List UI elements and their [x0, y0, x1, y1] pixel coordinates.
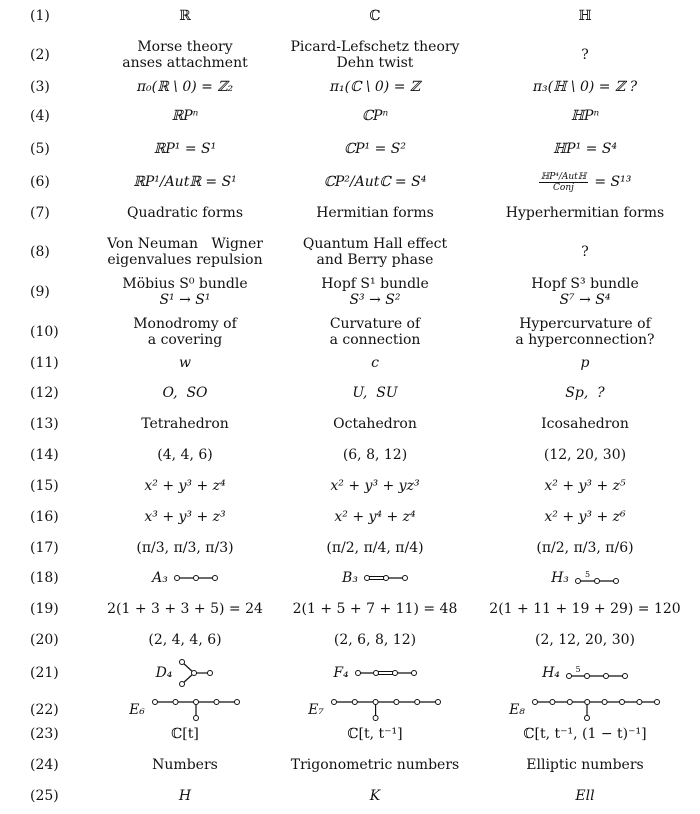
cell-text: Dehn twist	[336, 55, 414, 71]
cell-text: (2, 12, 20, 30)	[535, 632, 635, 648]
row-number: (8)	[30, 244, 50, 260]
cell-real	[90, 698, 280, 722]
diagram-label: E₈	[509, 702, 525, 718]
row-number: (15)	[30, 478, 59, 494]
cell-text: 2(1 + 5 + 7 + 11) = 48	[292, 601, 458, 617]
cell-real	[90, 79, 280, 95]
cell-quaternion	[480, 632, 690, 648]
cell-text: K	[369, 788, 381, 804]
cell-text: (4, 4, 6)	[157, 447, 213, 463]
h3-diagram	[575, 570, 619, 586]
cell-text: Icosahedron	[541, 416, 629, 432]
cell-quaternion	[480, 665, 690, 681]
cell-real	[90, 141, 280, 157]
cell-text: a hyperconnection?	[515, 332, 655, 348]
cell-text: ℝP¹/Autℝ = S¹	[133, 174, 237, 190]
cell-complex	[280, 447, 470, 463]
cell-quaternion	[480, 570, 690, 586]
cell-text: Von Neuman Wigner	[107, 236, 263, 252]
cell-text: 2(1 + 3 + 3 + 5) = 24	[107, 601, 263, 617]
cell-text: (12, 20, 30)	[543, 447, 627, 463]
diagram-group	[509, 698, 661, 722]
row-number: (25)	[30, 788, 59, 804]
cell-text: Ell	[575, 788, 595, 804]
cell-complex	[280, 174, 470, 190]
fraction	[539, 172, 589, 193]
cell-text: Curvature of	[329, 316, 421, 332]
cell-complex	[280, 236, 470, 268]
cell-text: = S¹³	[594, 174, 632, 190]
cell-text: ?	[581, 244, 589, 260]
cell-quaternion	[480, 601, 690, 617]
cell-quaternion	[480, 276, 690, 308]
cell-complex	[280, 509, 470, 525]
diagram-group	[542, 665, 628, 681]
cell-text: Tetrahedron	[141, 416, 229, 432]
cell-complex	[280, 39, 470, 71]
cell-text: x² + y⁴ + z⁴	[334, 509, 416, 525]
row-number: (20)	[30, 632, 59, 648]
diagram-group	[152, 570, 218, 586]
cell-quaternion	[480, 416, 690, 432]
cell-text: ℂ	[369, 8, 381, 24]
row-number: (5)	[30, 141, 50, 157]
cell-quaternion	[480, 355, 690, 371]
cell-text: Hopf S¹ bundle	[321, 276, 429, 292]
cell-text: Trigonometric numbers	[290, 757, 460, 773]
cell-text: p	[580, 355, 590, 371]
cell-complex	[280, 788, 470, 804]
cell-text: H	[178, 788, 192, 804]
cell-text: S³ → S²	[349, 292, 401, 308]
cell-complex	[280, 601, 470, 617]
cell-complex	[280, 355, 470, 371]
cell-real	[90, 726, 280, 742]
cell-text: ℝ	[179, 8, 191, 24]
cell-text: w	[179, 355, 191, 371]
cell-quaternion	[480, 141, 690, 157]
diagram-group	[156, 658, 215, 688]
cell-text: Monodromy of	[133, 316, 237, 332]
cell-quaternion	[480, 447, 690, 463]
cell-complex	[280, 570, 470, 586]
cell-text: eigenvalues repulsion	[107, 252, 263, 268]
cell-text: π₃(ℍ \ 0) = ℤ ?	[532, 79, 638, 95]
diagram-group	[342, 570, 408, 586]
row-number: (11)	[30, 355, 59, 371]
row-number: (9)	[30, 284, 50, 300]
cell-real	[90, 632, 280, 648]
d4-diagram	[178, 658, 214, 688]
cell-real	[90, 174, 280, 190]
row-number: (6)	[30, 174, 50, 190]
row-number: (10)	[30, 324, 59, 340]
row-number: (17)	[30, 540, 59, 556]
diagram-label: H₃	[551, 570, 569, 586]
cell-complex	[280, 698, 470, 722]
cell-quaternion	[480, 79, 690, 95]
cell-complex	[280, 416, 470, 432]
cell-text: Hermitian forms	[316, 205, 434, 221]
cell-real	[90, 540, 280, 556]
cell-text: (π/2, π/4, π/4)	[326, 540, 424, 556]
diagram-label: A₃	[152, 570, 168, 586]
cell-text: π₁(ℂ \ 0) = ℤ	[329, 79, 421, 95]
cell-quaternion	[480, 726, 690, 742]
e6-diagram	[151, 698, 241, 722]
row-number: (13)	[30, 416, 59, 432]
cell-complex	[280, 540, 470, 556]
cell-complex	[280, 79, 470, 95]
cell-real	[90, 316, 280, 348]
row-number: (7)	[30, 205, 50, 221]
branch-label-5: 5	[584, 570, 590, 579]
cell-real	[90, 236, 280, 268]
cell-complex	[280, 8, 470, 24]
cell-text: Quadratic forms	[127, 205, 243, 221]
cell-text: Hypercurvature of	[519, 316, 651, 332]
cell-text: ?	[581, 47, 589, 63]
cell-text: Sp, ?	[565, 385, 605, 401]
cell-text: Möbius S⁰ bundle	[122, 276, 248, 292]
diagram-label: E₇	[308, 702, 324, 718]
row-number: (14)	[30, 447, 59, 463]
cell-real	[90, 355, 280, 371]
cell-text: (6, 8, 12)	[342, 447, 408, 463]
a3-diagram	[174, 573, 218, 583]
cell-text: Hyperhermitian forms	[505, 205, 665, 221]
diagram-label: D₄	[155, 665, 173, 681]
row-number: (12)	[30, 385, 59, 401]
fraction-expression	[539, 172, 632, 193]
diagram-label: F₄	[333, 665, 349, 681]
b3-diagram	[364, 573, 408, 583]
cell-complex	[280, 108, 470, 124]
cell-complex	[280, 276, 470, 308]
cell-text: x² + y³ + yz³	[330, 478, 420, 494]
cell-quaternion	[480, 47, 690, 63]
cell-text: ℂ[t, t⁻¹]	[347, 726, 403, 742]
e8-diagram	[531, 698, 661, 722]
cell-complex	[280, 205, 470, 221]
cell-text: ℂ[t]	[171, 726, 199, 742]
cell-quaternion	[480, 478, 690, 494]
cell-text: (2, 6, 8, 12)	[333, 632, 417, 648]
cell-text: anses attachment	[122, 55, 248, 71]
cell-text: Quantum Hall effect	[302, 236, 448, 252]
cell-real	[90, 385, 280, 401]
f4-diagram	[355, 668, 417, 678]
cell-complex	[280, 632, 470, 648]
cell-text: ℂ[t, t⁻¹, (1 − t)⁻¹]	[523, 726, 647, 742]
cell-text: (π/2, π/3, π/6)	[536, 540, 634, 556]
cell-complex	[280, 757, 470, 773]
fraction-denominator: Conj	[553, 182, 574, 193]
row-number: (4)	[30, 108, 50, 124]
row-number: (21)	[30, 665, 59, 681]
cell-text: π₀(ℝ \ 0) = ℤ₂	[136, 79, 234, 95]
row-number: (1)	[30, 8, 50, 24]
cell-text: ℂP²/Autℂ = S⁴	[323, 174, 427, 190]
cell-quaternion	[480, 108, 690, 124]
cell-complex	[280, 726, 470, 742]
cell-text: Hopf S³ bundle	[531, 276, 639, 292]
cell-text: x³ + y³ + z³	[144, 509, 226, 525]
cell-quaternion	[480, 244, 690, 260]
row-number: (19)	[30, 601, 59, 617]
cell-text: c	[371, 355, 379, 371]
cell-quaternion	[480, 509, 690, 525]
cell-text: O, SO	[162, 385, 208, 401]
row-number: (23)	[30, 726, 59, 742]
diagram-group	[551, 570, 619, 586]
cell-text: x² + y³ + z⁴	[144, 478, 226, 494]
cell-quaternion	[480, 788, 690, 804]
cell-complex	[280, 141, 470, 157]
cell-text: ℍP¹ = S⁴	[552, 141, 618, 157]
cell-text: ℂPⁿ	[361, 108, 389, 124]
cell-text: S⁷ → S⁴	[559, 292, 611, 308]
cell-quaternion	[480, 385, 690, 401]
cell-text: a connection	[329, 332, 421, 348]
cell-text: Morse theory	[137, 39, 233, 55]
diagram-group	[333, 665, 416, 681]
row-number: (18)	[30, 570, 59, 586]
cell-text: ℝPⁿ	[171, 108, 199, 124]
cell-quaternion	[480, 316, 690, 348]
h4-diagram	[566, 665, 628, 681]
cell-text: Octahedron	[333, 416, 417, 432]
cell-real	[90, 509, 280, 525]
row-number: (3)	[30, 79, 50, 95]
cell-quaternion	[480, 540, 690, 556]
cell-real	[90, 601, 280, 617]
cell-text: ℍPⁿ	[570, 108, 600, 124]
cell-complex	[280, 665, 470, 681]
cell-quaternion	[480, 205, 690, 221]
cell-quaternion	[480, 8, 690, 24]
cell-text: Elliptic numbers	[526, 757, 644, 773]
cell-real	[90, 8, 280, 24]
cell-text: S¹ → S¹	[159, 292, 211, 308]
diagram-group	[129, 698, 241, 722]
cell-complex	[280, 385, 470, 401]
cell-text: Picard-Lefschetz theory	[290, 39, 460, 55]
diagram-group	[308, 698, 442, 722]
row-number: (22)	[30, 702, 59, 718]
cell-quaternion	[480, 757, 690, 773]
row-number: (2)	[30, 47, 50, 63]
cell-real	[90, 108, 280, 124]
cell-complex	[280, 316, 470, 348]
cell-text: (2, 4, 4, 6)	[148, 632, 222, 648]
cell-real	[90, 788, 280, 804]
cell-text: (π/3, π/3, π/3)	[136, 540, 234, 556]
row-number: (16)	[30, 509, 59, 525]
cell-text: and Berry phase	[316, 252, 434, 268]
cell-text: x² + y³ + z⁵	[544, 478, 626, 494]
cell-text: x² + y³ + z⁶	[544, 509, 626, 525]
cell-real	[90, 39, 280, 71]
cell-complex	[280, 478, 470, 494]
fraction-numerator: ℍP⁴/Autℍ	[540, 171, 587, 182]
cell-real	[90, 757, 280, 773]
row-number: (24)	[30, 757, 59, 773]
cell-real	[90, 478, 280, 494]
cell-quaternion	[480, 172, 690, 193]
diagram-label: B₃	[342, 570, 358, 586]
cell-real	[90, 658, 280, 688]
cell-real	[90, 447, 280, 463]
cell-text: ℂP¹ = S²	[343, 141, 406, 157]
cell-text: a covering	[147, 332, 223, 348]
cell-text: Numbers	[152, 757, 218, 773]
branch-label-5: 5	[575, 665, 581, 674]
cell-text: ℍ	[578, 8, 592, 24]
diagram-label: E₆	[129, 702, 145, 718]
diagram-label: H₄	[542, 665, 560, 681]
cell-real	[90, 570, 280, 586]
cell-real	[90, 205, 280, 221]
cell-text: 2(1 + 11 + 19 + 29) = 120	[489, 601, 681, 617]
e7-diagram	[330, 698, 442, 722]
cell-quaternion	[480, 698, 690, 722]
cell-real	[90, 276, 280, 308]
cell-real	[90, 416, 280, 432]
cell-text: U, SU	[352, 385, 398, 401]
cell-text: ℝP¹ = S¹	[153, 141, 217, 157]
